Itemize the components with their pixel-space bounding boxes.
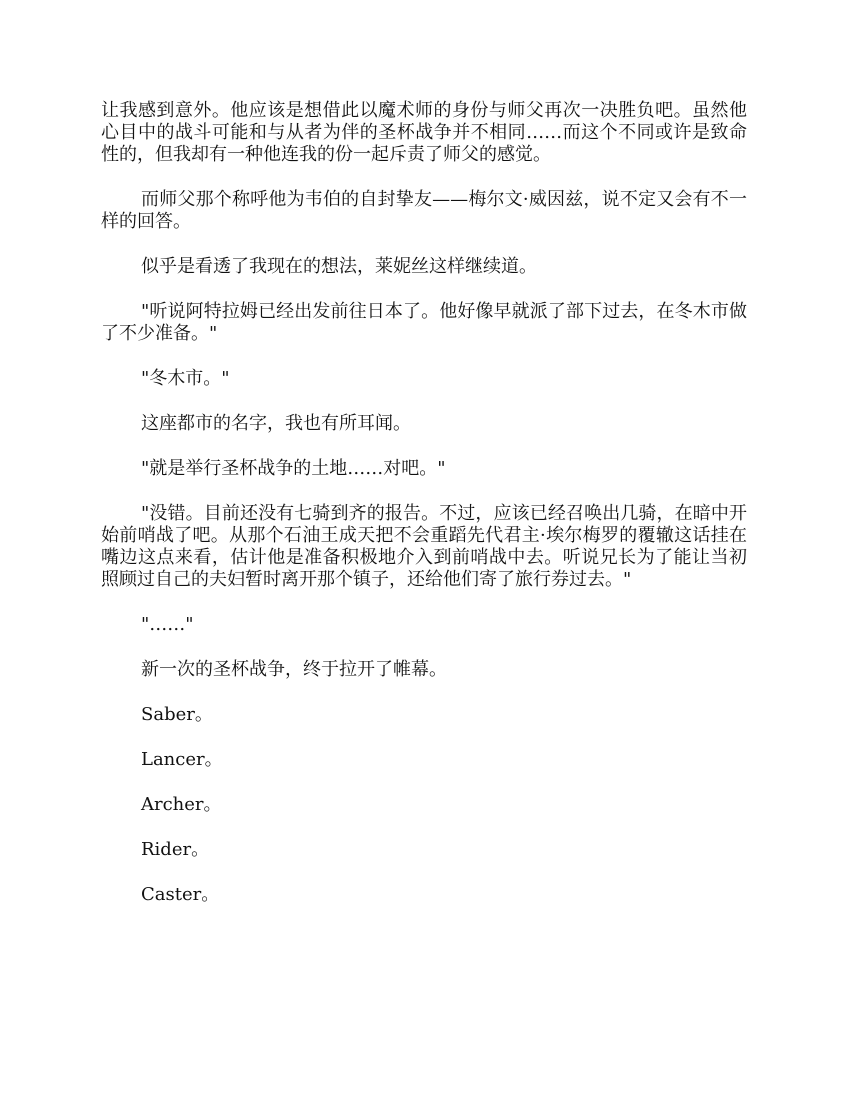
dialogue-paragraph: "没错。目前还没有七骑到齐的报告。不过，应该已经召唤出几骑，在暗中开始前哨战了吧。从那个石油王成天把不会重蹈先代君主·埃尔梅罗的覆辙这话挂在嘴边这点来看，估计他是准备积极地介入到前哨战中去。听说兄长为了能让当初照顾过自己的夫妇暂时离开那个镇子，还给他们寄了旅行券过去。" <box>101 503 747 590</box>
paragraph: 似乎是看透了我现在的想法，莱妮丝这样继续道。 <box>141 256 537 277</box>
servant-class-line: Caster。 <box>141 884 220 905</box>
servant-class-line: Archer。 <box>141 794 222 815</box>
paragraph: 让我感到意外。他应该是想借此以魔术师的身份与师父再次一决胜负吧。虽然他心目中的战斗可能和与从者为伴的圣杯战争并不相同……而这个不同或许是致命性的，但我却有一种他连我的份一起斥责了师父的感觉。 <box>101 100 747 165</box>
dialogue-paragraph: "听说阿特拉姆已经出发前往日本了。他好像早就派了部下过去，在冬木市做了不少准备。" <box>101 301 747 344</box>
dialogue-paragraph: "……" <box>141 614 194 635</box>
paragraph: 而师父那个称呼他为韦伯的自封挚友——梅尔文·威因兹，说不定又会有不一样的回答。 <box>101 189 747 232</box>
paragraph: 这座都市的名字，我也有所耳闻。 <box>141 413 411 434</box>
servant-class-line: Saber。 <box>141 704 213 725</box>
document-page <box>101 100 747 929</box>
servant-class-line: Rider。 <box>141 839 210 860</box>
paragraph: 新一次的圣杯战争，终于拉开了帷幕。 <box>141 659 447 680</box>
dialogue-paragraph: "就是举行圣杯战争的土地……对吧。" <box>141 458 446 479</box>
servant-class-line: Lancer。 <box>141 749 223 770</box>
dialogue-paragraph: "冬木市。" <box>141 368 230 389</box>
